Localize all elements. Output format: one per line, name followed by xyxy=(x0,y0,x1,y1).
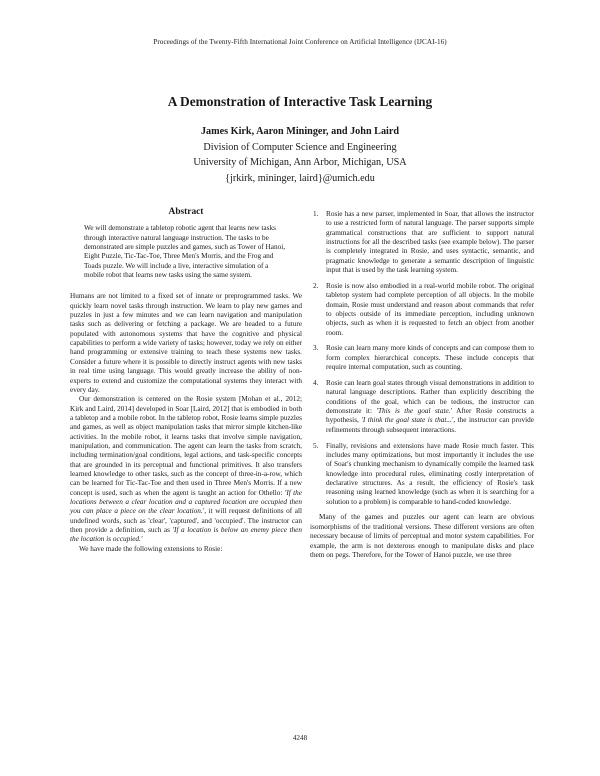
list-item-text-b: After Rosie constructs a hypothesis, xyxy=(326,407,534,425)
definition-quote: 'If a location is below an enemy piece then the location is occupied.' xyxy=(70,526,302,544)
author-university: University of Michigan, Ann Arbor, Michigan, USA xyxy=(193,157,407,169)
hypothesis-quote: 'I think the goal state is that...' xyxy=(361,416,454,425)
author-block xyxy=(0,124,600,186)
list-item-text: Rosie can learn many more kinds of concepts and can compose them to form complex hierarchical concepts. These include concepts that require internal computation, such as counting. xyxy=(326,344,534,372)
left-column xyxy=(70,208,302,554)
list-item xyxy=(310,282,534,338)
list-item-text xyxy=(326,379,534,434)
body-paragraph-2 xyxy=(70,395,302,545)
body-paragraph-4: Many of the games and puzzles our agent can learn are obvious isomorphisms of the traditional versions. These different versions are often necessary because of limits of perceptual and motor system capabilities. For example, the arm is not dexterous enough to manipulate disks and place them on pegs. Therefore, for the Tower of Hanoi puzzle, we use three xyxy=(310,513,534,559)
list-item-text: Rosie has a new parser, implemented in Soar, that allows the instructor to use a restricted form of natural language. The parser supports simple grammatical constructions that are sufficient to support natural instructions for all the described tasks (see example below). The parser is completely integrated in Rosie, and uses syntactic, semantic, and pragmatic knowledge to generate a semantic description of linguistic input that is used by the task learning system. xyxy=(326,210,534,275)
body-paragraph-1: Humans are not limited to a fixed set of innate or preprogrammed tasks. We quickly learn novel tasks through instruction. We learn to play new games and puzzles in just a few minutes and we can learn navigation and manipulation tasks such as delivering or fetching a package. We are headed to a future populated with autonomous systems that have the cognitive and physical capabilities to perform a wide variety of tasks; however, today we rely on either hand programming or extensive training to teach these systems new tasks. Consider a future where it is possible to directly instruct agents with new tasks in real time using language. This would greatly increase the ability of non-experts to extend and customize the computational systems they interact with every day. xyxy=(70,292,302,394)
body-paragraph-3: We have made the following extensions to Rosie: xyxy=(79,544,223,553)
right-column xyxy=(310,208,534,560)
list-item-text: Finally, revisions and extensions have made Rosie much faster. This includes many optimizations, but most importantly it includes the use of Soar's chunking mechanism to dynamically compile the learned task knowledge into procedural rules, eliminating costly interpretation of declarative structures. As a result, the efficiency of Rosie's task reasoning using learned knowledge (such as when it is searching for a solution to a problem) is comparable to hand-coded knowledge. xyxy=(326,441,534,506)
list-item-text-c: , the instructor can provide refinements through subsequent interactions. xyxy=(326,416,534,434)
page-number: 4248 xyxy=(292,734,308,742)
list-item-number: 2. xyxy=(313,281,319,290)
running-head: Proceedings of the Twenty-Fifth International Joint Conference on Artificial Intelligence (IJCAI-16) xyxy=(153,38,447,46)
list-item-number: 5. xyxy=(313,441,319,450)
abstract-text: We will demonstrate a tabletop robotic agent that learns new tasks through interactive natural language instruction. The tasks to be demonstrated are simple puzzles and games, such as Tower of Hanoi, Eight Puzzle, Tic-Tac-Toe, Three Men's Morris, and the Frog and Toads puzzle. We will include a live, interactive simulation of a mobile robot that learns new tasks using the same system. xyxy=(84,224,286,280)
list-item xyxy=(310,344,534,372)
paragraph-2-text-a: Our demonstration is centered on the Rosie system [Mohan et al., 2012; Kirk and Laird, 2014] developed in Soar [Laird, 2012] that is embodied in both a tabletop and a mobile robot. In the tabletop robot, Rosie learns simple puzzles and games, as well as object manipulation tasks that mirror simple kitchen-like activities. In the mobile robot, it learns tasks that involve simple navigation, manipulation, and communication. The agent can learn the tasks from scratch, including termination/goal conditions, legal actions, and task-specific concepts that are grounded in its perceptual and functional primitives. It also transfers learned knowledge to other tasks, such as the concept of three-in-a-row, which can be learned for Tic-Tac-Toe and then used in Three Men's Morris. If a new concept is used, such as when the agent is taught an action for Othello: xyxy=(70,395,302,497)
othello-action-quote: 'If the locations between a clear location and a captured location are occupied then you can place a piece on the clear location.' xyxy=(70,488,302,516)
list-item xyxy=(310,210,534,275)
author-division: Division of Computer Science and Engineering xyxy=(203,141,397,153)
paper-title: A Demonstration of Interactive Task Learning xyxy=(167,94,433,109)
list-item xyxy=(310,442,534,507)
author-names: James Kirk, Aaron Mininger, and John Laird xyxy=(200,126,400,137)
abstract-heading: Abstract xyxy=(168,207,204,217)
author-email: {jrkirk, mininger, laird}@umich.edu xyxy=(225,172,375,184)
list-item xyxy=(310,379,534,435)
paragraph-2-text-b: , it will request definitions of all undefined words, such as 'clear', 'captured', and 'occupied'. The instructor can then provide a definition, such as xyxy=(70,507,302,534)
list-item-number: 3. xyxy=(313,344,319,353)
list-item-number: 1. xyxy=(313,210,319,218)
list-item-text: Rosie is now also embodied in a real-world mobile robot. The original tabletop system had complete perception of all objects. In the mobile domain, Rosie must understand and reason about commands that refer to objects outside of its immediate perception, including unknown objects, such as when it is requested to fetch an object from another room. xyxy=(326,281,534,337)
list-item-number: 4. xyxy=(313,379,319,387)
goal-state-quote: 'This is the goal state.' xyxy=(376,407,453,416)
list-item-text-a: Rosie can learn goal states through visual demonstrations in addition to natural language descriptions. Rather than explicitly describing the conditions of the goal, which can be tedious, the instructor can demonstrate it: xyxy=(326,379,534,416)
extensions-list xyxy=(310,210,534,507)
